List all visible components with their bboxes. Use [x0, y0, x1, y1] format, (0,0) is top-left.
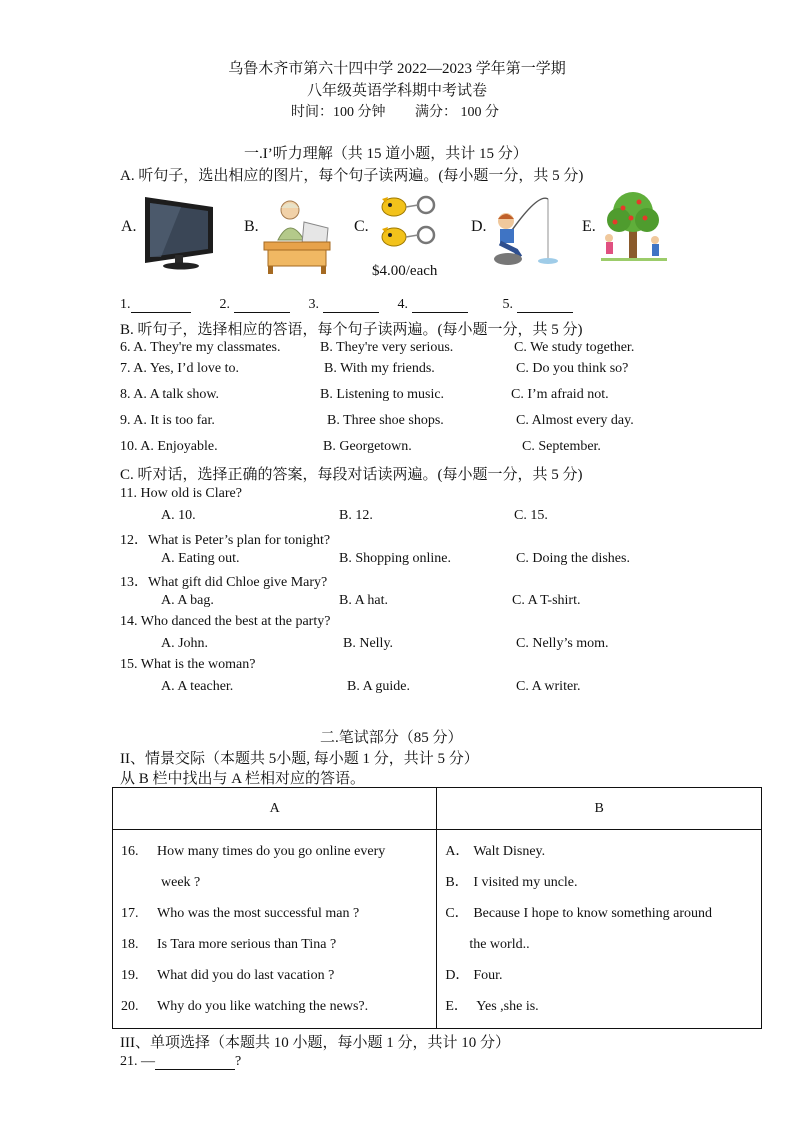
keychains-picture — [378, 193, 442, 255]
question-15-option-b: B. A guide. — [347, 679, 411, 694]
answer-blank-3[interactable] — [323, 298, 379, 313]
matching-table — [112, 787, 762, 1029]
question-21-number: 21. — — [120, 1054, 155, 1069]
blank-5-number: 5. — [502, 297, 513, 312]
question-11-option-b: B. 12. — [339, 508, 373, 523]
question-15-option-a: A. A teacher. — [161, 679, 234, 694]
question-12-option-b: B. Shopping online. — [339, 551, 452, 566]
listening-section-title: 一.I’听力理解（共 15 道小题，共计 15 分） — [244, 146, 528, 162]
exam-score: 满分： 100 分 — [415, 105, 499, 120]
table-row: E． Yes ,she is. — [445, 999, 539, 1014]
answer-blank-1[interactable] — [131, 298, 191, 313]
answer-blank-4[interactable] — [412, 298, 468, 313]
question-13-option-c: C. A T-shirt. — [512, 593, 581, 608]
section-a-title: A. 听句子，选出相应的图片，每个句子读两遍。(每小题一分，共 5 分) — [120, 168, 584, 184]
apple-tree-picture — [601, 190, 667, 264]
question-13-text: 13．What gift did Chloe give Mary? — [120, 575, 328, 590]
keychain-price: $4.00/each — [372, 263, 438, 279]
picture-label-a: A. — [121, 218, 137, 235]
question-6-option-b: B. They're very serious. — [320, 340, 454, 355]
teacher-at-desk-picture — [260, 198, 334, 276]
section-iii-title: III、单项选择（本题共 10 小题，每小题 1 分，共计 10 分） — [120, 1035, 510, 1051]
question-14-option-c: C. Nelly’s mom. — [516, 636, 609, 651]
question-13-option-a: A. A bag. — [161, 593, 214, 608]
answer-blank-5[interactable] — [517, 298, 573, 313]
question-14-text: 14. Who danced the best at the party? — [120, 614, 331, 629]
table-row: 20. Why do you like watching the news?. — [121, 999, 369, 1014]
question-11-option-c: C. 15. — [514, 508, 548, 523]
question-21-blank[interactable] — [155, 1055, 235, 1070]
question-10-option-b: B. Georgetown. — [323, 439, 412, 454]
table-row: 19. What did you do last vacation ? — [121, 968, 335, 983]
table-row: D． Four. — [445, 968, 503, 983]
question-11-option-a: A. 10. — [161, 508, 196, 523]
answer-blank-2[interactable] — [234, 298, 290, 313]
column-a-questions — [113, 830, 437, 1029]
question-10-option-a: 10. A. Enjoyable. — [120, 439, 218, 454]
question-7-option-a: 7. A. Yes, I’d love to. — [120, 361, 240, 376]
table-row: 18. Is Tara more serious than Tina ? — [121, 937, 337, 952]
question-15-text: 15. What is the woman? — [120, 657, 256, 672]
exam-school-title: 乌鲁木齐市第六十四中学 2022—2023 学年第一学期 — [228, 61, 566, 77]
table-row: A． Walt Disney. — [445, 844, 546, 859]
question-12-option-c: C. Doing the dishes. — [516, 551, 630, 566]
column-b-answers — [437, 830, 762, 1029]
question-12-option-a: A. Eating out. — [161, 551, 240, 566]
column-b-header: B — [437, 788, 762, 830]
exam-subject-title: 八年级英语学科期中考试卷 — [306, 83, 487, 99]
blank-2-number: 2. — [219, 297, 230, 312]
question-6-option-c: C. We study together. — [514, 340, 635, 355]
blank-1-number: 1. — [120, 297, 131, 312]
question-11-text: 11. How old is Clare? — [120, 486, 242, 501]
table-row: 16. How many times do you go online every — [121, 844, 386, 859]
picture-label-b: B. — [244, 218, 259, 235]
question-12-text: 12．What is Peter’s plan for tonight? — [120, 533, 331, 548]
question-10-option-c: C. September. — [522, 439, 601, 454]
question-21: 21. — ? — [120, 1054, 242, 1069]
boy-fishing-picture — [490, 193, 566, 271]
question-8-option-c: C. I’m afraid not. — [511, 387, 609, 402]
exam-time: 时间：100 分钟 — [291, 105, 386, 120]
question-15-option-c: C. A writer. — [516, 679, 581, 694]
question-6-option-a: 6. A. They're my classmates. — [120, 340, 281, 355]
blank-3-number: 3. — [308, 297, 319, 312]
table-row: B． I visited my uncle. — [445, 875, 578, 890]
question-9-option-c: C. Almost every day. — [516, 413, 634, 428]
monitor-picture — [141, 193, 219, 271]
section-c-title: C. 听对话，选择正确的答案，每段对话读两遍。(每小题一分，共 5 分) — [120, 467, 583, 483]
question-9-option-b: B. Three shoe shops. — [327, 413, 444, 428]
picture-label-c: C. — [354, 218, 369, 235]
question-7-option-c: C. Do you think so? — [516, 361, 629, 376]
blank-4-number: 4. — [397, 297, 408, 312]
picture-label-e: E. — [582, 218, 596, 235]
section-ii-title: II、情景交际（本题共 5小题, 每小题 1 分，共计 5 分） — [120, 751, 479, 767]
question-14-option-b: B. Nelly. — [343, 636, 394, 651]
table-row: C． Because I hope to know something around — [445, 906, 713, 921]
answer-blanks-row — [120, 297, 573, 313]
section-ii-instruction: 从 B 栏中找出与 A 栏相对应的答语。 — [120, 771, 366, 787]
question-9-option-a: 9. A. It is too far. — [120, 413, 215, 428]
table-row: 17. Who was the most successful man ? — [121, 906, 360, 921]
question-8-option-a: 8. A. A talk show. — [120, 387, 220, 402]
question-8-option-b: B. Listening to music. — [320, 387, 445, 402]
picture-label-d: D. — [471, 218, 487, 235]
column-a-header: A — [113, 788, 437, 830]
section-b-title: B. 听句子，选择相应的答语，每个句子读两遍。(每小题一分，共 5 分) — [120, 322, 583, 338]
question-7-option-b: B. With my friends. — [324, 361, 435, 376]
question-13-option-b: B. A hat. — [339, 593, 389, 608]
table-row: week ? — [161, 875, 201, 890]
written-section-title: 二.笔试部分（85 分） — [320, 730, 463, 746]
question-14-option-a: A. John. — [161, 636, 209, 651]
table-row: the world.. — [469, 937, 530, 952]
